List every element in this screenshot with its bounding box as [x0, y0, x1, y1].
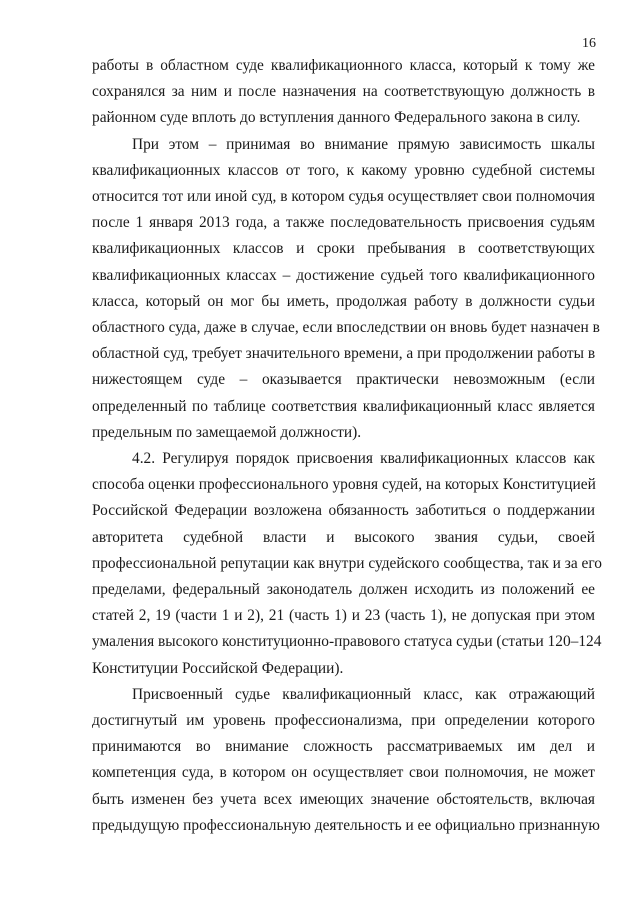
text-line: районном суде вплоть до вступления данного Федерального закона в силу. [92, 109, 581, 127]
text-line: пределами, федеральный законодатель должен исходить из положений ее [92, 581, 595, 599]
paragraph-3 [92, 446, 602, 682]
text-line: работы в областном суде квалификационного класса, который к тому же [92, 57, 595, 74]
text-line: авторитета судебной власти и высокого звания судьи, своей [92, 528, 595, 546]
text-line: При этом – принимая во внимание прямую зависимость шкалы [132, 135, 595, 153]
text-line: профессиональной репутации как внутри судейского сообщества, так и за его [92, 554, 602, 572]
text-line: способа оценки профессионального уровня судей, на которых Конституцией [92, 476, 596, 494]
paragraph-4 [92, 682, 600, 839]
text-line: Присвоенный судье квалификационный класс, как отражающий [132, 685, 595, 703]
text-line: компетенция суда, в котором он осуществляет свои полномочия, не может [92, 764, 595, 782]
text-line: нижестоящем суде – оказывается практически невозможным (если [92, 371, 595, 389]
text-line: достигнутый им уровень профессионализма, при определении которого [92, 712, 595, 730]
text-line: сохранялся за ним и после назначения на соответствующую должность в [92, 83, 595, 101]
paragraph-2 [92, 132, 600, 446]
page-number: 16 [582, 36, 596, 51]
text-line: принимаются во внимание сложность рассматриваемых им дел и [92, 738, 595, 756]
text-line: областной суд, требует значительного времени, а при продолжении работы в [92, 345, 596, 363]
text-line: Конституции Российской Федерации). [92, 659, 344, 677]
text-line: квалификационных классов от того, к какому уровню судебной системы [92, 161, 595, 179]
text-line: областного суда, даже в случае, если впоследствии он вновь будет назначен в [92, 319, 600, 337]
text-line: квалификационных классов и сроки пребывания в соответствующих [92, 240, 595, 258]
text-line: после 1 января 2013 года, а также последовательность присвоения судьям [92, 214, 595, 232]
text-line: 4.2. Регулируя порядок присвоения квалификационных классов как [132, 450, 595, 468]
text-line: быть изменен без учета всех имеющих значение обстоятельств, включая [92, 790, 595, 808]
text-line: квалификационных классах – достижение судьей того квалификационного [92, 266, 595, 284]
text-line: класса, который он мог бы иметь, продолжая работу в должности судьи [92, 292, 595, 310]
text-line: определенный по таблице соответствия квалификационный класс является [92, 397, 595, 415]
document-body [92, 53, 602, 839]
text-line: предыдущую профессиональную деятельность и ее официально признанную [92, 816, 600, 834]
text-line: статей 2, 19 (части 1 и 2), 21 (часть 1) и 23 (часть 1), не допуская при этом [92, 607, 595, 625]
text-line: предельным по замещаемой должности). [92, 423, 362, 441]
paragraph-1 [92, 53, 595, 132]
text-line: Российской Федерации возложена обязанность заботиться о поддержании [92, 502, 595, 520]
text-line: относится тот или иной суд, в котором судья осуществляет свои полномочия [92, 188, 595, 206]
text-line: умаления высокого конституционно-правового статуса судьи (статьи 120–124 [92, 633, 602, 651]
